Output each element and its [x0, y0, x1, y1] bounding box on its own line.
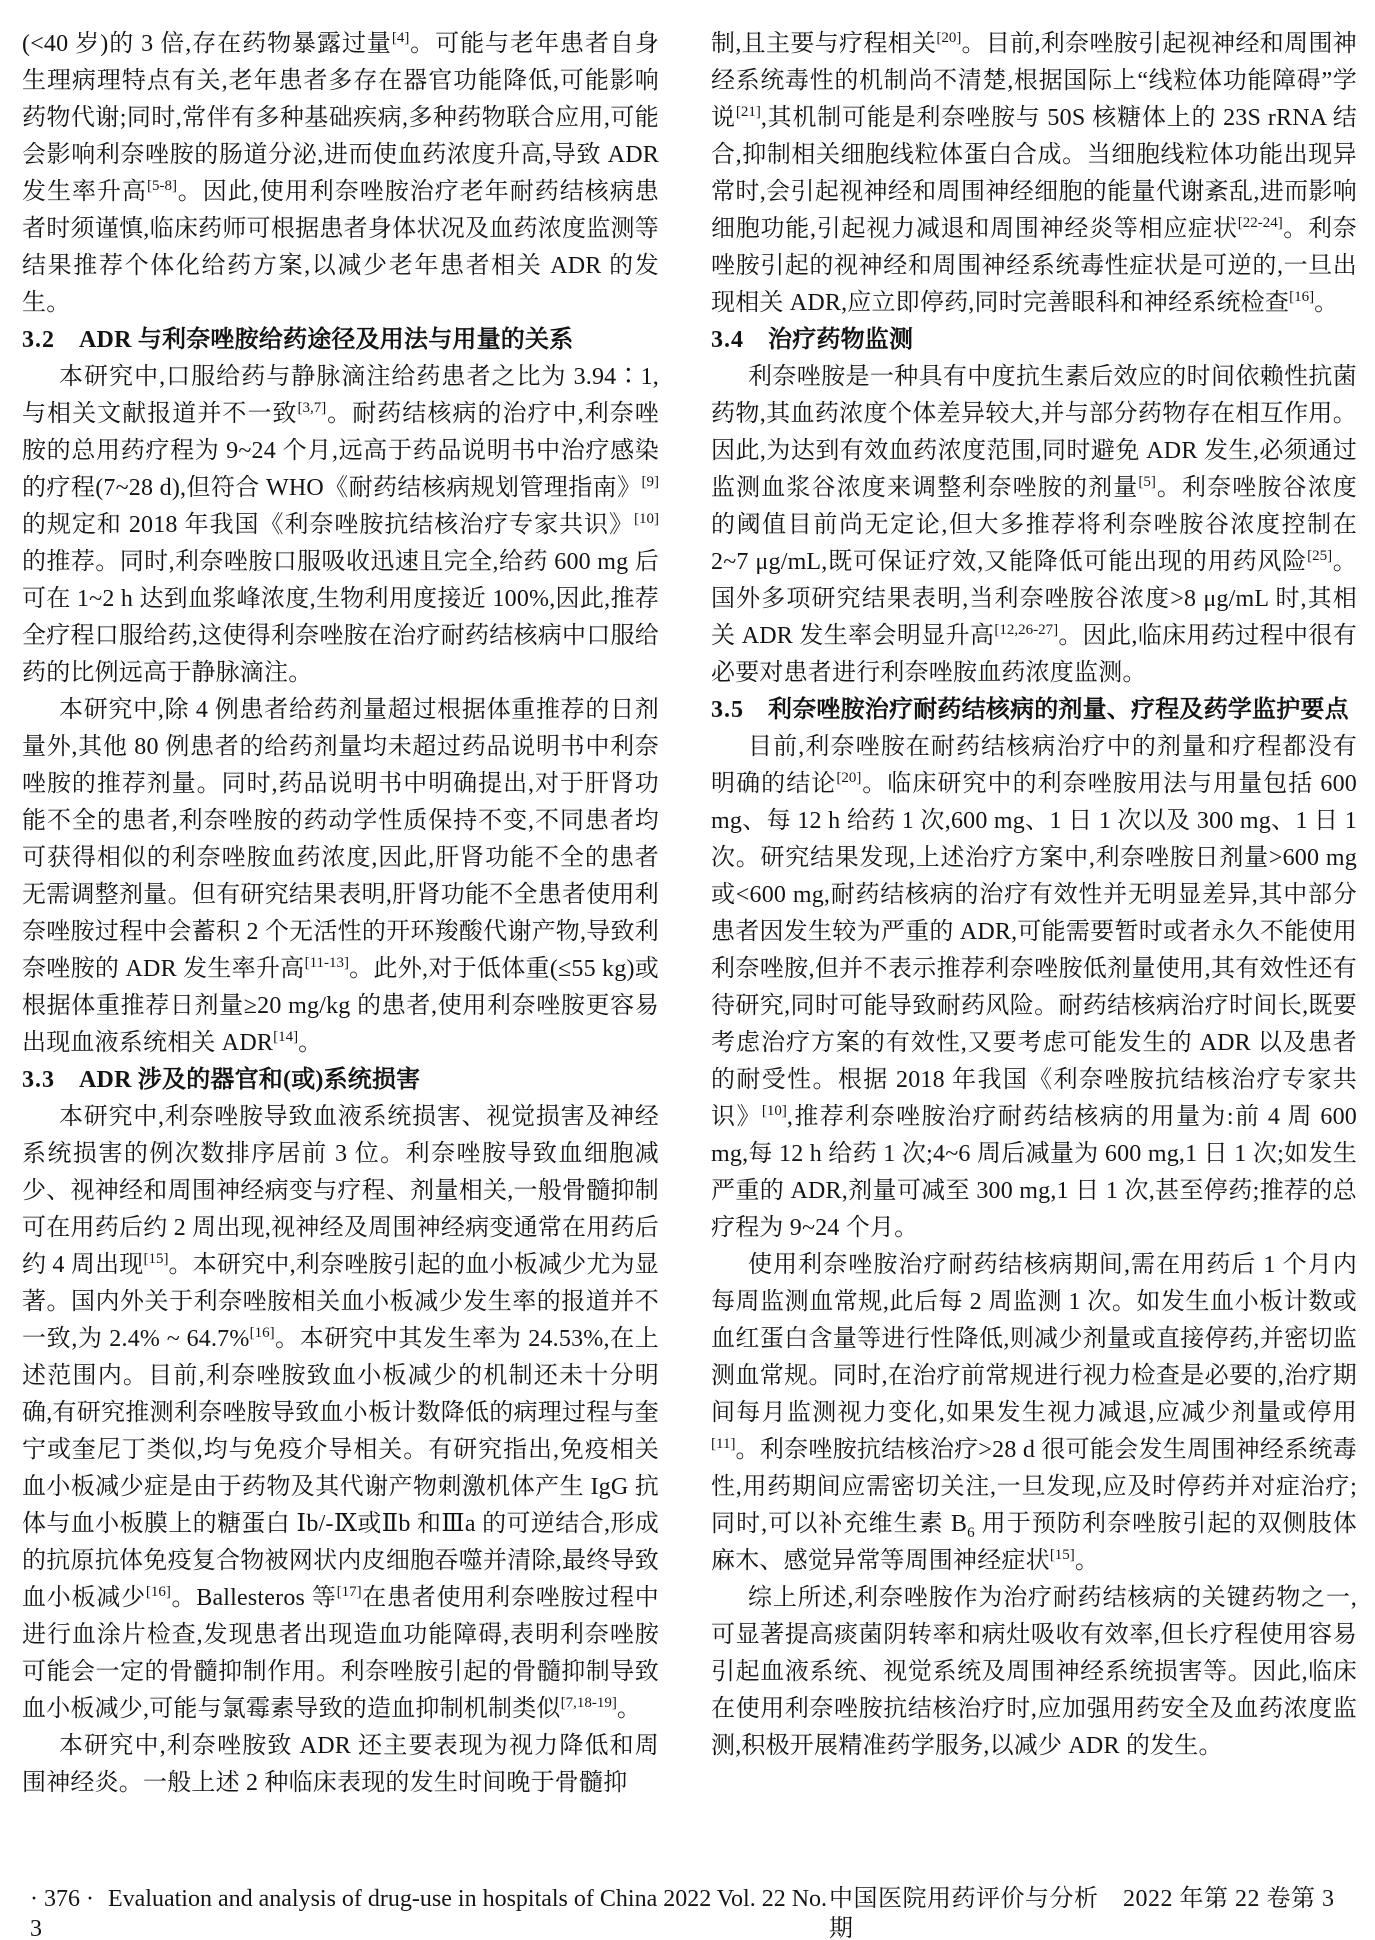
paragraph: 综上所述,利奈唑胺作为治疗耐药结核病的关键药物之一,可显著提高痰菌阴转率和病灶吸收有效率,但长疗程使用容易引起血液系统、视觉系统及周围神经系统损害等。因此,临床在使用利奈唑胺抗结核治疗时,应加强用药安全及血药浓度监测,积极开展精准药学服务,以减少 ADR 的发生。: [711, 1585, 1357, 1759]
citation-ref: [22-24]: [1237, 215, 1283, 231]
citation-ref: [9]: [641, 474, 659, 490]
citation-ref: [15]: [143, 1251, 169, 1267]
paragraph: 制,且主要与疗程相关[20]。目前,利奈唑胺引起视神经和周围神经系统毒性的机制尚不清楚,根据国际上“线粒体功能障碍”学说[21],其机制可能是利奈唑胺与 50S 核糖体上的 23S rRNA 结合,抑制相关细胞线粒体蛋白合成。当细胞线粒体功能出现异常时,会引起视神经和周围神经细胞的能量代谢紊乱,进而影响细胞功能,引起视力减退和周围神经炎等相应症状[22-24]。利奈唑胺引起的视神经和周围神经系统毒性症状是可逆的,一旦出现相关 ADR,应立即停药,同时完善眼科和神经系统检查[16]。: [711, 30, 1358, 316]
section-title: 利奈唑胺治疗耐药结核病的剂量、疗程及药学监护要点: [768, 697, 1349, 723]
section-number: 3.2: [22, 327, 55, 353]
two-column-text: [22, 26, 1357, 1802]
citation-ref: [12,26-27]: [994, 622, 1059, 638]
paragraph: 本研究中,除 4 例患者给药剂量超过根据体重推荐的日剂量外,其他 80 例患者的给药剂量均未超过药品说明书中利奈唑胺的推荐剂量。同时,药品说明书中明确提出,对于肝肾功能不全的患者,利奈唑胺的药动学性质保持不变,不同患者均可获得相似的利奈唑胺血药浓度,因此,肝肾功能不全的患者无需调整剂量。但有研究结果表明,肝肾功能不全患者使用利奈唑胺过程中会蓄积 2 个无活性的开环羧酸代谢产物,导致利奈唑胺的 ADR 发生率升高[11-13]。此外,对于低体重(≤55 kg)或根据体重推荐日剂量≥20 mg/kg 的患者,使用利奈唑胺更容易出现血液系统相关 ADR[14]。: [22, 697, 659, 1056]
paragraph: 利奈唑胺是一种具有中度抗生素后效应的时间依赖性抗菌药物,其血药浓度个体差异较大,并与部分药物存在相互作用。因此,为达到有效血药浓度范围,同时避免 ADR 发生,必须通过监测血浆谷浓度来调整利奈唑胺的剂量[5]。利奈唑胺谷浓度的阈值目前尚无定论,但大多推荐将利奈唑胺谷浓度控制在 2~7 μg/mL,既可保证疗效,又能降低可能出现的用药风险[25]。国外多项研究结果表明,当利奈唑胺谷浓度>8 μg/mL 时,其相关 ADR 发生率会明显升高[12,26-27]。因此,临床用药过程中很有必要对患者进行利奈唑胺血药浓度监测。: [711, 364, 1357, 686]
journal-title-cn: 中国医院用药评价与分析 2022 年第 22 卷第 3 期: [829, 1886, 1335, 1940]
right-column: [711, 26, 1357, 1802]
citation-ref: [11]: [711, 1436, 736, 1452]
citation-ref: [11-13]: [304, 955, 350, 971]
section-heading: [22, 322, 659, 359]
subscript: 6: [967, 1524, 975, 1541]
section-heading: [711, 692, 1357, 729]
paragraph: 本研究中,利奈唑胺导致血液系统损害、视觉损害及神经系统损害的例次数排序居前 3 位。利奈唑胺导致血细胞减少、视神经和周围神经病变与疗程、剂量相关,一般骨髓抑制可在用药后约 2 周出现,视神经及周围神经病变通常在用药后约 4 周出现[15]。本研究中,利奈唑胺引起的血小板减少尤为显著。国内外关于利奈唑胺相关血小板减少发生率的报道并不一致,为 2.4% ~ 64.7%[16]。本研究中其发生率为 24.53%,在上述范围内。目前,利奈唑胺致血小板减少的机制还未十分明确,有研究推测利奈唑胺导致血小板计数降低的病理过程与奎宁或奎尼丁类似,均与免疫介导相关。有研究指出,免疫相关血小板减少症是由于药物及其代谢产物刺激机体产生 IgG 抗体与血小板膜上的糖蛋白 Ⅰb/-Ⅸ或Ⅱb 和Ⅲa 的可逆结合,形成的抗原抗体免疫复合物被网状内皮细胞吞噬并清除,最终导致血小板减少[16]。Ballesteros 等[17]在患者使用利奈唑胺过程中进行血涂片检查,发现患者出现造血功能障碍,表明利奈唑胺可能会一定的骨髓抑制作用。利奈唑胺引起的骨髓抑制导致血小板减少,可能与氯霉素导致的造血抑制机制类似[7,18-19]。: [22, 1104, 660, 1722]
citation-ref: [16]: [145, 1584, 171, 1600]
citation-ref: [16]: [249, 1325, 275, 1341]
footer-left: [30, 1884, 829, 1940]
citation-ref: [15]: [1049, 1547, 1075, 1563]
paragraph: 本研究中,口服给药与静脉滴注给药患者之比为 3.94∶1,与相关文献报道并不一致[3,7]。耐药结核病的治疗中,利奈唑胺的总用药疗程为 9~24 个月,远高于药品说明书中治疗感染的疗程(7~28 d),但符合 WHO《耐药结核病规划管理指南》[9]的规定和 2018 年我国《利奈唑胺抗结核治疗专家共识》[10]的推荐。同时,利奈唑胺口服吸收迅速且完全,给药 600 mg 后可在 1~2 h 达到血浆峰浓度,生物利用度接近 100%,因此,推荐全疗程口服给药,这使得利奈唑胺在治疗耐药结核病中口服给药的比例远高于静脉滴注。: [22, 364, 659, 686]
paragraph: (<40 岁)的 3 倍,存在药物暴露过量[4]。可能与老年患者自身生理病理特点有关,老年患者多存在器官功能降低,可能影响药物代谢;同时,常伴有多种基础疾病,多种药物联合应用,可能会影响利奈唑胺的肠道分泌,进而使血药浓度升高,导致 ADR 发生率升高[5-8]。因此,使用利奈唑胺治疗老年耐药结核病患者时须谨慎,临床药师可根据患者身体状况及血药浓度监测等结果推荐个体化给药方案,以减少老年患者相关 ADR 的发生。: [22, 30, 660, 316]
section-title: ADR 涉及的器官和(或)系统损害: [79, 1067, 421, 1093]
paragraph: 本研究中,利奈唑胺致 ADR 还主要表现为视力降低和周围神经炎。一般上述 2 种临床表现的发生时间晚于骨髓抑: [22, 1733, 659, 1796]
citation-ref: [3,7]: [297, 400, 327, 416]
section-number: 3.4: [711, 327, 744, 353]
citation-ref: [20]: [836, 770, 862, 786]
citation-ref: [16]: [1289, 289, 1315, 305]
citation-ref: [7,18-19]: [560, 1695, 617, 1711]
journal-title-en: Evaluation and analysis of drug-use in hospitals of China 2022 Vol. 22 No. 3: [30, 1886, 828, 1940]
citation-ref: [14]: [273, 1029, 299, 1045]
section-number: 3.5: [711, 697, 744, 723]
section-title: ADR 与利奈唑胺给药途径及用法与用量的关系: [79, 327, 574, 353]
section-number: 3.3: [22, 1067, 55, 1093]
citation-ref: [21]: [735, 104, 761, 120]
page-number: · 376 ·: [30, 1886, 94, 1912]
citation-ref: [25]: [1307, 548, 1333, 564]
left-column: [22, 26, 659, 1802]
citation-ref: [10]: [761, 1103, 787, 1119]
paragraph: 目前,利奈唑胺在耐药结核病治疗中的剂量和疗程都没有明确的结论[20]。临床研究中的利奈唑胺用法与用量包括 600 mg、每 12 h 给药 1 次,600 mg、1 日 1 次以及 300 mg、1 日 1 次。研究结果发现,上述治疗方案中,利奈唑胺日剂量>600 mg 或<600 mg,耐药结核病的治疗有效性并无明显差异,其中部分患者因发生较为严重的 ADR,可能需要暂时或者永久不能使用利奈唑胺,但并不表示推荐利奈唑胺低剂量使用,其有效性还有待研究,同时可能导致耐药风险。耐药结核病治疗时间长,既要考虑治疗方案的有效性,又要考虑可能发生的 ADR 以及患者的耐受性。根据 2018 年我国《利奈唑胺抗结核治疗专家共识》[10],推荐利奈唑胺治疗耐药结核病的用量为:前 4 周 600 mg,每 12 h 给药 1 次;4~6 周后减量为 600 mg,1 日 1 次;如发生严重的 ADR,剂量可减至 300 mg,1 日 1 次,甚至停药;推荐的总疗程为 9~24 个月。: [711, 734, 1358, 1241]
citation-ref: [10]: [634, 511, 659, 527]
page-footer: [30, 1884, 1355, 1940]
citation-ref: [5-8]: [147, 178, 177, 194]
section-title: 治疗药物监测: [768, 327, 914, 353]
citation-ref: [20]: [936, 30, 962, 46]
citation-ref: [4]: [391, 30, 410, 46]
citation-ref: [5]: [1138, 474, 1156, 490]
paragraph: 使用利奈唑胺治疗耐药结核病期间,需在用药后 1 个月内每周监测血常规,此后每 2 周监测 1 次。如发生血小板计数或血红蛋白含量等进行性降低,则减少剂量或直接停药,并密切监测血常规。同时,在治疗前常规进行视力检查是必要的,治疗期间每月监测视力变化,如果发生视力减退,应减少剂量或停用[11]。利奈唑胺抗结核治疗>28 d 很可能会发生周围神经系统毒性,用药期间应需密切关注,一旦发现,应及时停药并对症治疗;同时,可以补充维生素 $B_6$ 用于预防利奈唑胺引起的双侧肢体麻木、感觉异常等周围神经症状[15]。: [711, 1252, 1357, 1574]
section-heading: [711, 322, 1357, 359]
citation-ref: [17]: [336, 1584, 362, 1600]
section-heading: [22, 1062, 659, 1099]
